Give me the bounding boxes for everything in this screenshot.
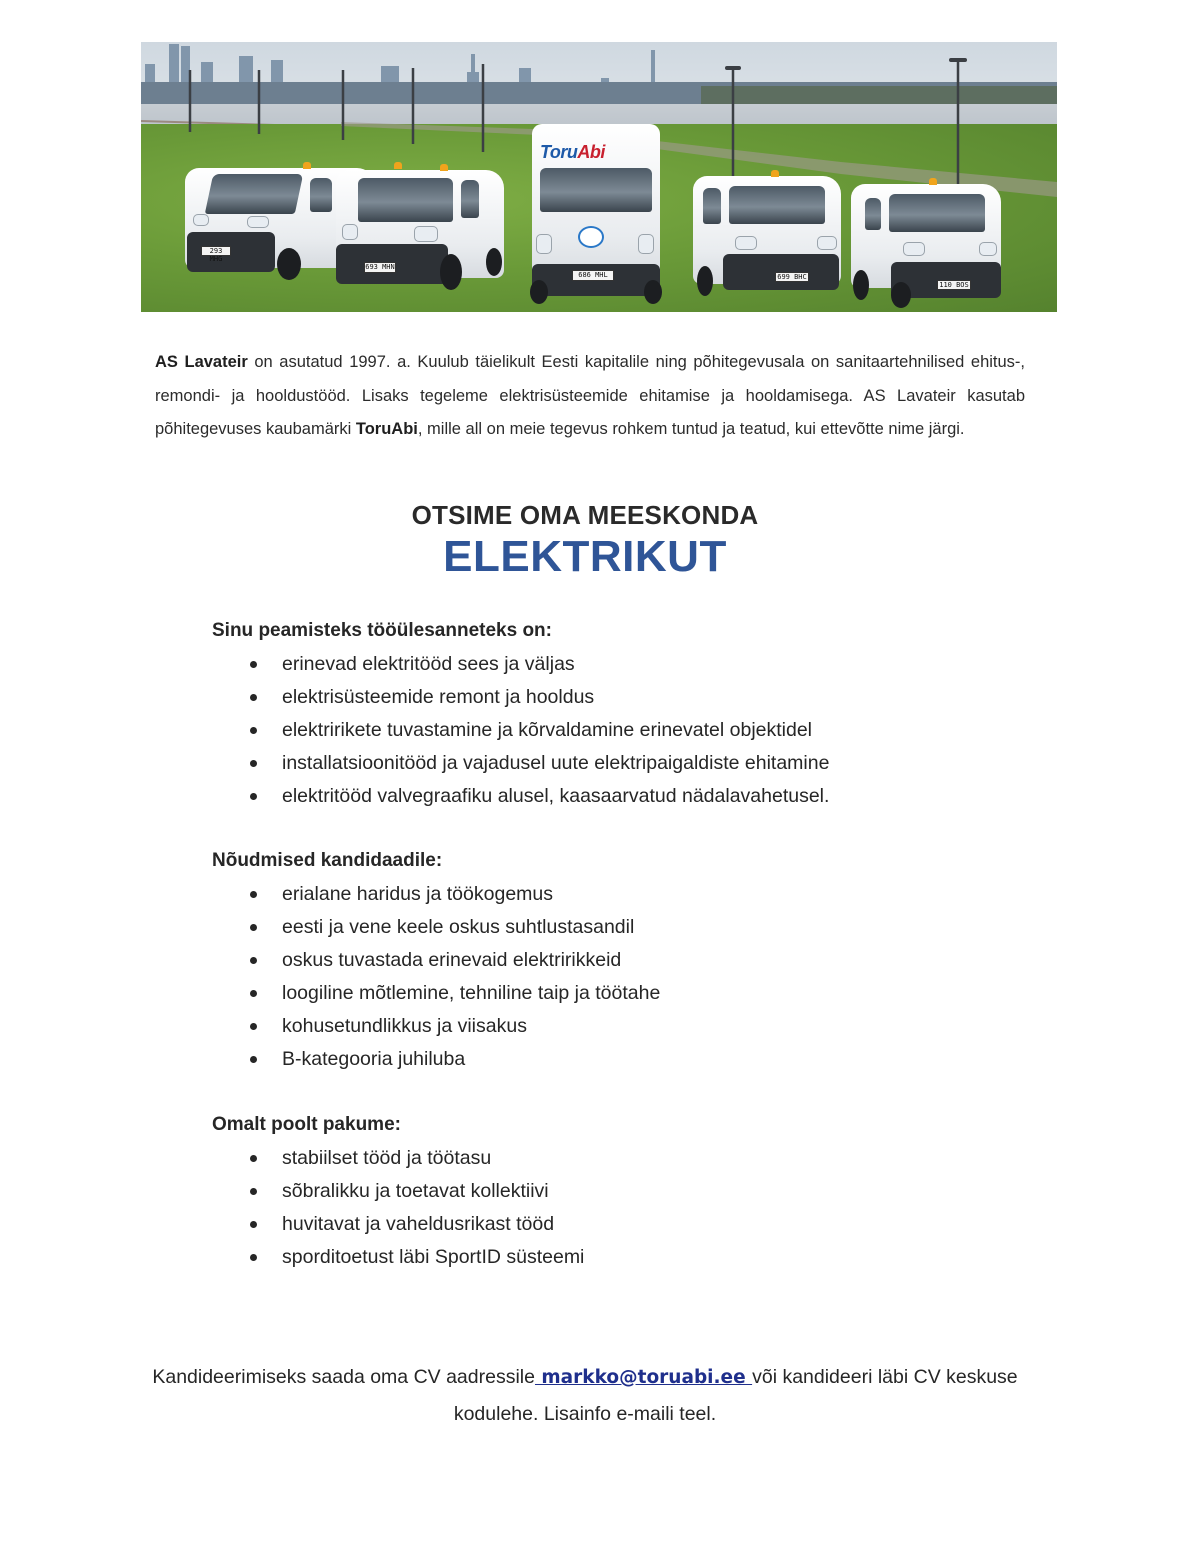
company-intro [155,346,1025,447]
list-item: elektritööd valvegraafiku alusel, kaasaarvatud nädalavahetusel. [212,780,829,813]
application-instructions: Kandideerimiseks saada oma CV aadressile markko@toruabi.ee või kandideeri läbi CV keskuse kodulehe. Lisainfo e-maili teel. [152,1366,1018,1425]
list-item: elektririkete tuvastamine ja kõrvaldamine erinevatel objektidel [212,714,829,747]
license-plate: 110 BOS [937,280,971,290]
van-5 [851,176,1001,311]
intro-text-1: on asutatud 1997. a. Kuulub täielikult Eesti kapitalile ning põhitegevusala on sanitaartehnilised ehitus-, remondi- ja hooldustööd. Lisaks tegeleme elektrisüsteemide ehitamise ja hooldamisega. AS Lavateir kasutab põhitegevuses kaubamärki [155,353,1026,438]
email-link[interactable]: markko@toruabi.ee [534,1367,753,1388]
bullet-icon [250,760,257,767]
bullet-icon [250,990,257,997]
van-2 [336,160,506,295]
list-item: stabiilset tööd ja töötasu [212,1142,584,1175]
job-title: ELEKTRIKUT [443,532,727,581]
list-item: kohusetundlikkus ja viisakus [212,1010,660,1043]
bullet-icon [250,661,257,668]
list-item: sporditoetust läbi SportID süsteemi [212,1241,584,1274]
hiring-subheading: OTSIME OMA MEESKONDA [411,500,759,530]
duties-list [212,648,829,813]
list-item: huvitavat ja vaheldusrikast tööd [212,1208,584,1241]
bullet-icon [250,1254,257,1261]
license-plate: 699 BHC [775,272,809,282]
bullet-icon [250,891,257,898]
bullet-icon [250,1023,257,1030]
list-item: B-kategooria juhiluba [212,1043,660,1076]
section-title-duties: Sinu peamisteks tööülesanneteks on: [212,620,552,641]
bullet-icon [250,1155,257,1162]
intro-text-2: , mille all on meie tegevus rohkem tuntud ja teatud, kui ettevõtte nime järgi. [417,420,965,438]
bullet-icon [250,727,257,734]
license-plate: 693 MHN [365,263,395,271]
bullet-icon [250,1221,257,1228]
license-plate: 293 MHG [201,246,231,256]
van-4 [693,170,843,305]
banner-photo [141,42,1057,312]
bullet-icon [250,924,257,931]
list-item: erialane haridus ja töökogemus [212,878,660,911]
medical-cross-logo [578,226,604,248]
list-item: sõbralikku ja toetavat kollektiivi [212,1175,584,1208]
list-item: loogiline mõtlemine, tehniline taip ja töötahe [212,977,660,1010]
list-item: installatsioonitööd ja vajadusel uute elektripaigaldiste ehitamine [212,747,829,780]
bullet-icon [250,957,257,964]
bullet-icon [250,1188,257,1195]
toruabi-van-sign: ToruAbi [540,142,605,162]
section-title-offer: Omalt poolt pakume: [212,1114,401,1135]
brand-name: ToruAbi [355,420,418,438]
list-item: eesti ja vene keele oskus suhtlustasandil [212,911,660,944]
requirements-list [212,878,660,1076]
offer-list [212,1142,584,1274]
list-item: erinevad elektritööd sees ja väljas [212,648,829,681]
bullet-icon [250,793,257,800]
list-item: elektrisüsteemide remont ja hooldus [212,681,829,714]
section-title-requirements: Nõudmised kandidaadile: [212,850,443,871]
list-item: oskus tuvastada erinevaid elektririkkeid [212,944,660,977]
company-name: AS Lavateir [155,353,248,371]
bullet-icon [250,1056,257,1063]
license-plate: 686 MHL [572,270,614,281]
bullet-icon [250,694,257,701]
van-3-toruabi [526,124,666,304]
